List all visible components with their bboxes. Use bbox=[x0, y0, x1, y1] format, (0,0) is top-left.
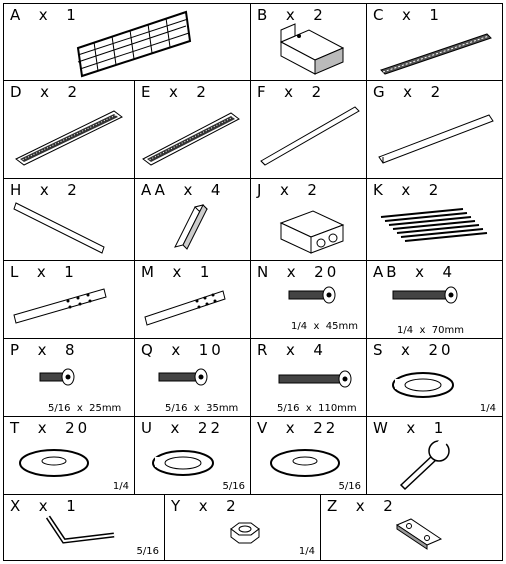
bolt-size: 5/16 x 35mm bbox=[165, 403, 239, 414]
part-label: R x 4 bbox=[257, 341, 326, 359]
headboard-panel-icon bbox=[4, 4, 252, 82]
slat-roll-icon bbox=[367, 179, 503, 262]
part-cell-C bbox=[366, 3, 503, 82]
part-label: Q x 10 bbox=[141, 341, 224, 359]
part-cell-L bbox=[3, 260, 136, 340]
part-cell-U bbox=[134, 416, 252, 496]
washer-size: 5/16 bbox=[222, 481, 245, 492]
part-label: U x 22 bbox=[141, 419, 224, 437]
part-cell-Q bbox=[134, 338, 252, 418]
wrench-icon bbox=[367, 417, 503, 496]
bolt-size: 5/16 x 25mm bbox=[48, 403, 122, 414]
part-cell-X bbox=[3, 494, 166, 561]
part-cell-R bbox=[250, 338, 368, 418]
long-rod-icon bbox=[4, 179, 136, 262]
bolt-size: 1/4 x 70mm bbox=[397, 325, 464, 336]
part-label: K x 2 bbox=[373, 181, 442, 199]
part-label: AA x 4 bbox=[141, 181, 224, 199]
part-cell-Y bbox=[164, 494, 322, 561]
part-cell-G bbox=[366, 80, 503, 180]
part-cell-F bbox=[250, 80, 368, 180]
part-label: B x 2 bbox=[257, 6, 326, 24]
slat-rail-icon bbox=[367, 4, 503, 82]
part-label: T x 20 bbox=[10, 419, 91, 437]
side-rail-icon bbox=[135, 81, 252, 180]
part-cell-T bbox=[3, 416, 136, 496]
part-cell-S bbox=[366, 338, 503, 418]
side-rail-icon bbox=[4, 81, 136, 180]
part-cell-Z bbox=[320, 494, 503, 561]
part-label: G x 2 bbox=[373, 83, 444, 101]
key-size: 5/16 bbox=[136, 546, 159, 557]
part-label: Y x 2 bbox=[171, 497, 239, 515]
part-label: C x 1 bbox=[373, 6, 442, 24]
part-cell-M bbox=[134, 260, 252, 340]
part-label: N x 20 bbox=[257, 263, 340, 281]
bolt-size: 5/16 x 110mm bbox=[277, 403, 357, 414]
part-label: V x 22 bbox=[257, 419, 339, 437]
part-label: S x 20 bbox=[373, 341, 454, 359]
part-label: W x 1 bbox=[373, 419, 447, 437]
part-label: H x 2 bbox=[10, 181, 80, 199]
part-label: Z x 2 bbox=[327, 497, 396, 515]
part-label: AB x 4 bbox=[373, 263, 456, 281]
washer-size: 1/4 bbox=[479, 403, 496, 414]
long-bar-icon bbox=[251, 81, 368, 180]
part-label: L x 1 bbox=[10, 263, 77, 281]
part-cell-K bbox=[366, 178, 503, 262]
flat-connector-plate-icon bbox=[321, 495, 503, 561]
part-label: J x 2 bbox=[257, 181, 320, 199]
part-cell-V bbox=[250, 416, 368, 496]
part-cell-H bbox=[3, 178, 136, 262]
long-bar-icon bbox=[367, 81, 503, 180]
part-label: E x 2 bbox=[141, 83, 209, 101]
part-cell-A bbox=[3, 3, 252, 82]
part-label: X x 1 bbox=[10, 497, 79, 515]
part-label: P x 8 bbox=[10, 341, 78, 359]
part-cell-W bbox=[366, 416, 503, 496]
part-cell-P bbox=[3, 338, 136, 418]
drilled-plate-icon bbox=[135, 261, 252, 340]
washer-size: 1/4 bbox=[112, 481, 129, 492]
part-cell-AA bbox=[134, 178, 252, 262]
bracket-block-icon bbox=[251, 4, 368, 82]
part-label: M x 1 bbox=[141, 263, 213, 281]
leg-post-icon bbox=[135, 179, 252, 262]
part-cell-AB bbox=[366, 260, 503, 340]
part-label: A x 1 bbox=[10, 6, 79, 24]
nut-size: 1/4 bbox=[298, 546, 315, 557]
part-cell-J bbox=[250, 178, 368, 262]
part-cell-B bbox=[250, 3, 368, 82]
part-cell-N bbox=[250, 260, 368, 340]
drilled-plate-icon bbox=[4, 261, 136, 340]
part-label: D x 2 bbox=[10, 83, 81, 101]
part-label: F x 2 bbox=[257, 83, 325, 101]
part-cell-E bbox=[134, 80, 252, 180]
part-cell-D bbox=[3, 80, 136, 180]
washer-size: 5/16 bbox=[338, 481, 361, 492]
bolt-size: 1/4 x 45mm bbox=[291, 321, 358, 332]
connector-block-icon bbox=[251, 179, 368, 262]
